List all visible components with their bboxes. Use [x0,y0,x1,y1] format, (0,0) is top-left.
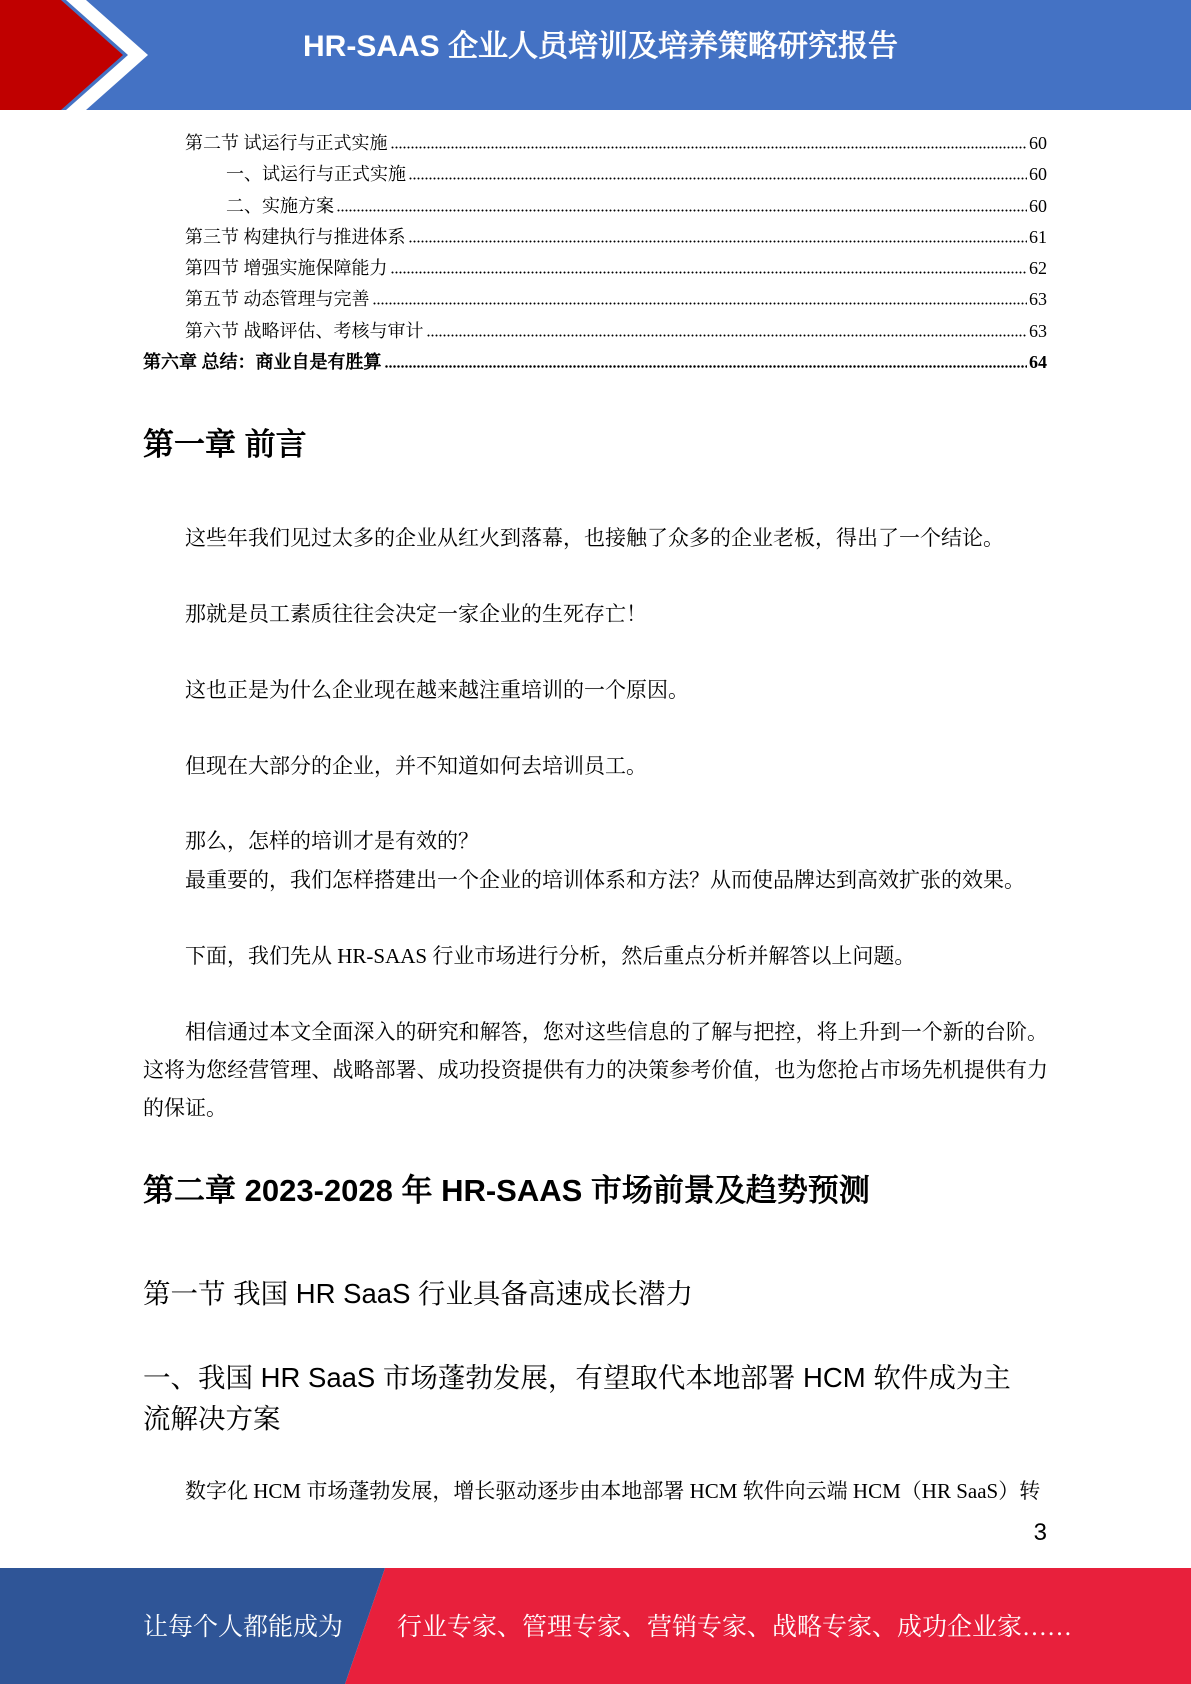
toc-entry-label: 第二节 试运行与正式实施 [185,133,388,153]
toc-entry-page: 63 [1029,289,1047,310]
body-paragraph: 下面，我们先从 HR-SAAS 行业市场进行分析，然后重点分析并解答以上问题。 [185,944,916,968]
toc-entry[interactable] [143,347,1047,378]
toc-entry[interactable] [143,316,1047,347]
body-paragraph: 那么，怎样的培训才是有效的？ [185,829,479,853]
table-of-contents [143,128,1047,378]
toc-dot-leader [427,334,1028,337]
toc-entry-page: 60 [1029,164,1047,185]
body-paragraph: 最重要的，我们怎样搭建出一个企业的培训体系和方法？从而使品牌达到高效扩张的效果。 [185,868,1025,892]
toc-entry-label: 第六章 总结：商业自是有胜算 [143,351,382,372]
toc-entry[interactable] [143,222,1047,253]
report-title: HR-SAAS 企业人员培训及培养策略研究报告 [303,30,899,63]
toc-entry[interactable] [143,253,1047,284]
chapter-1-title: 第一章 前言 [143,427,307,462]
toc-entry-page: 61 [1029,226,1047,247]
body-paragraph: 这些年我们见过太多的企业从红火到落幕，也接触了众多的企业老板，得出了一个结论。 [185,526,1004,550]
toc-entry-page: 62 [1029,258,1047,278]
toc-dot-leader [385,365,1028,368]
toc-entry-page: 64 [1029,351,1047,372]
toc-entry-label: 第六节 战略评估、考核与审计 [185,320,424,341]
toc-entry-label: 二、实施方案 [226,195,334,216]
toc-dot-leader [409,240,1028,243]
toc-dot-leader [337,209,1027,212]
footer-slogan-roles: 行业专家、管理专家、营销专家、战略专家、成功企业家…… [397,1614,1073,1641]
body-paragraph: 这也正是为什么企业现在越来越注重培训的一个原因。 [185,678,689,702]
toc-entry[interactable] [143,191,1047,222]
toc-dot-leader [373,302,1028,305]
toc-entry[interactable] [143,159,1047,190]
footer-slogan-lead: 让每个人都能成为 [143,1614,344,1641]
body-paragraph: 那就是员工素质往往会决定一家企业的生死存亡！ [185,602,647,626]
toc-dot-leader [391,271,1028,274]
toc-dot-leader [391,146,1028,149]
toc-entry-label: 第三节 构建执行与推进体系 [185,226,406,247]
toc-entry[interactable] [143,128,1047,159]
chapter-2-title: 第二章 2023-2028 年 HR-SAAS 市场前景及趋势预测 [143,1173,870,1208]
page-number: 3 [1033,1519,1047,1546]
body-paragraph: 数字化 HCM 市场蓬勃发展，增长驱动逐步由本地部署 HCM 软件向云端 HCM（HR SaaS）转 [185,1479,1041,1503]
body-paragraph: 但现在大部分的企业，并不知道如何去培训员工。 [185,754,647,778]
footer-banner [0,1568,1191,1684]
toc-entry-label: 一、试运行与正式实施 [226,164,406,185]
toc-entry-page: 60 [1029,133,1047,153]
toc-entry-page: 63 [1029,320,1047,341]
toc-entry-label: 第四节 增强实施保障能力 [185,258,388,278]
subsection-title: 一、我国 HR SaaS 市场蓬勃发展，有望取代本地部署 HCM 软件成为主流解决方案 [143,1362,1011,1434]
section-title: 第一节 我国 HR SaaS 行业具备高速成长潜力 [143,1278,694,1309]
toc-dot-leader [409,177,1027,180]
body-paragraph: 相信通过本文全面深入的研究和解答，您对这些信息的了解与把控，将上升到一个新的台阶。这将为您经营管理、战略部署、成功投资提供有力的决策参考价值，也为您抢占市场先机提供有力的保证。 [143,1020,1048,1120]
header-banner [0,0,1191,110]
toc-entry-label: 第五节 动态管理与完善 [185,289,370,310]
toc-entry[interactable] [143,284,1047,315]
toc-entry-page: 60 [1029,195,1047,216]
